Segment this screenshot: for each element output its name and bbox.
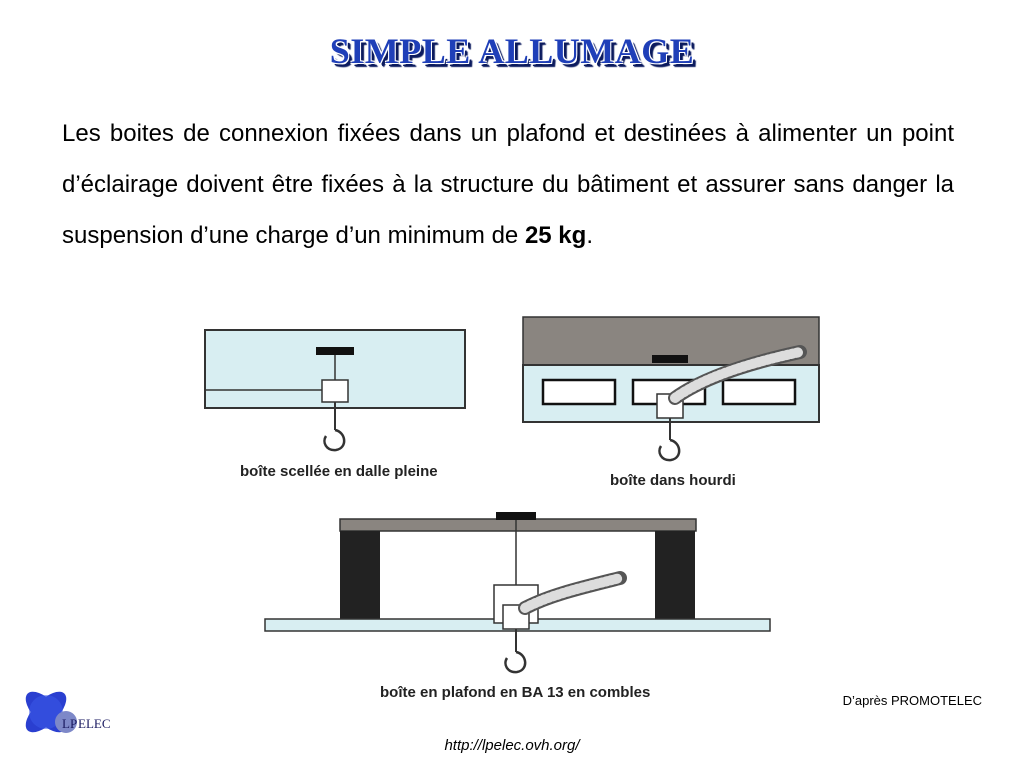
figure-ba13-combles bbox=[265, 512, 770, 701]
lpelec-logo bbox=[19, 685, 110, 739]
figure-dalle-pleine bbox=[205, 330, 465, 480]
fig2-caption: boîte dans hourdi bbox=[610, 472, 736, 489]
source-credit: D’après PROMOTELEC bbox=[842, 693, 982, 708]
page-title: SIMPLE ALLUMAGE bbox=[329, 31, 695, 71]
footer-url[interactable]: http://lpelec.ovh.org/ bbox=[444, 737, 580, 754]
figure-hourdi bbox=[523, 317, 819, 489]
logo-lp: LP bbox=[62, 716, 78, 731]
logo-elec: ELEC bbox=[78, 716, 111, 731]
paragraph-bold-weight: 25 kg bbox=[524, 222, 587, 249]
fig3-caption: boîte en plafond en BA 13 en combles bbox=[380, 684, 651, 701]
paragraph-text: Les boites de connexion fixées dans un plafond et destinées à alimenter un point d’éclairage doivent être fixées à la structure du bâtiment et assurer sans danger la suspension d’une charge d’un minimum de bbox=[62, 120, 954, 249]
fig1-caption: boîte scellée en dalle pleine bbox=[240, 463, 438, 480]
paragraph-end: . bbox=[586, 222, 593, 249]
